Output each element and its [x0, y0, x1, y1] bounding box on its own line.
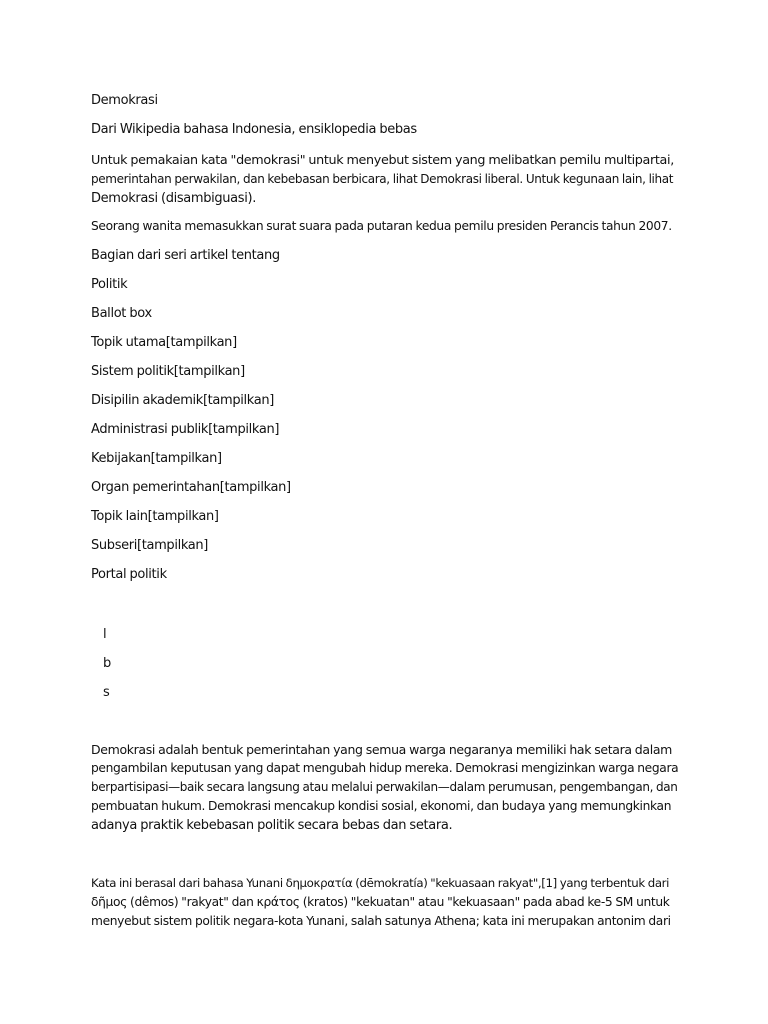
hatnote-line: pemerintahan perwakilan, dan kebebasan berbicara, lihat Demokrasi liberal. Untuk kegunaan lain, lihat: [91, 172, 674, 186]
series-item[interactable]: Subseri[tampilkan]: [91, 538, 209, 553]
article-source-line: Dari Wikipedia bahasa Indonesia, ensiklopedia bebas: [91, 122, 417, 137]
series-title: Politik: [91, 277, 128, 292]
paragraph-line: menyebut sistem politik negara-kota Yunani, salah satunya Athena; kata ini merupakan antonim dari: [91, 914, 671, 928]
series-item[interactable]: Administrasi publik[tampilkan]: [91, 422, 280, 437]
nav-letter-edit[interactable]: s: [103, 685, 110, 700]
series-item[interactable]: Disipilin akademik[tampilkan]: [91, 393, 274, 408]
series-item[interactable]: Sistem politik[tampilkan]: [91, 364, 245, 379]
hatnote-line: Untuk pemakaian kata "demokrasi" untuk menyebut sistem yang melibatkan pemilu multipartai,: [91, 153, 674, 168]
image-alt-text: Ballot box: [91, 306, 152, 321]
nav-letter-talk[interactable]: b: [103, 656, 111, 671]
paragraph-line: pembuatan hukum. Demokrasi mencakup kondisi sosial, ekonomi, dan budaya yang memungkinkan: [91, 799, 672, 813]
series-item[interactable]: Topik utama[tampilkan]: [91, 335, 237, 350]
portal-link[interactable]: Portal politik: [91, 567, 167, 582]
series-intro: Bagian dari seri artikel tentang: [91, 248, 280, 263]
paragraph-line: berpartisipasi—baik secara langsung atau melalui perwakilan—dalam perumusan, pengembangan, dan: [91, 780, 678, 794]
paragraph-line: δῆμος (dêmos) "rakyat" dan κράτος (kratos) "kekuatan" atau "kekuasaan" pada abad ke-5 SM untuk: [91, 895, 670, 909]
paragraph-line: pengambilan keputusan yang dapat mengubah hidup mereka. Demokrasi mengizinkan warga negara: [91, 761, 679, 775]
image-caption: Seorang wanita memasukkan surat suara pada putaran kedua pemilu presiden Perancis tahun 2007.: [91, 219, 672, 233]
paragraph-line: Kata ini berasal dari bahasa Yunani δημοκρατία (dēmokratía) "kekuasaan rakyat",[1] yang terbentuk dari: [91, 876, 670, 890]
paragraph-line: adanya praktik kebebasan politik secara bebas dan setara.: [91, 818, 453, 833]
series-item[interactable]: Organ pemerintahan[tampilkan]: [91, 480, 291, 495]
series-item[interactable]: Topik lain[tampilkan]: [91, 509, 219, 524]
hatnote-line: Demokrasi (disambiguasi).: [91, 191, 256, 206]
nav-letter-view[interactable]: l: [103, 627, 107, 642]
article-title: Demokrasi: [91, 93, 158, 108]
series-item[interactable]: Kebijakan[tampilkan]: [91, 451, 222, 466]
paragraph-line: Demokrasi adalah bentuk pemerintahan yang semua warga negaranya memiliki hak setara dalam: [91, 742, 672, 757]
